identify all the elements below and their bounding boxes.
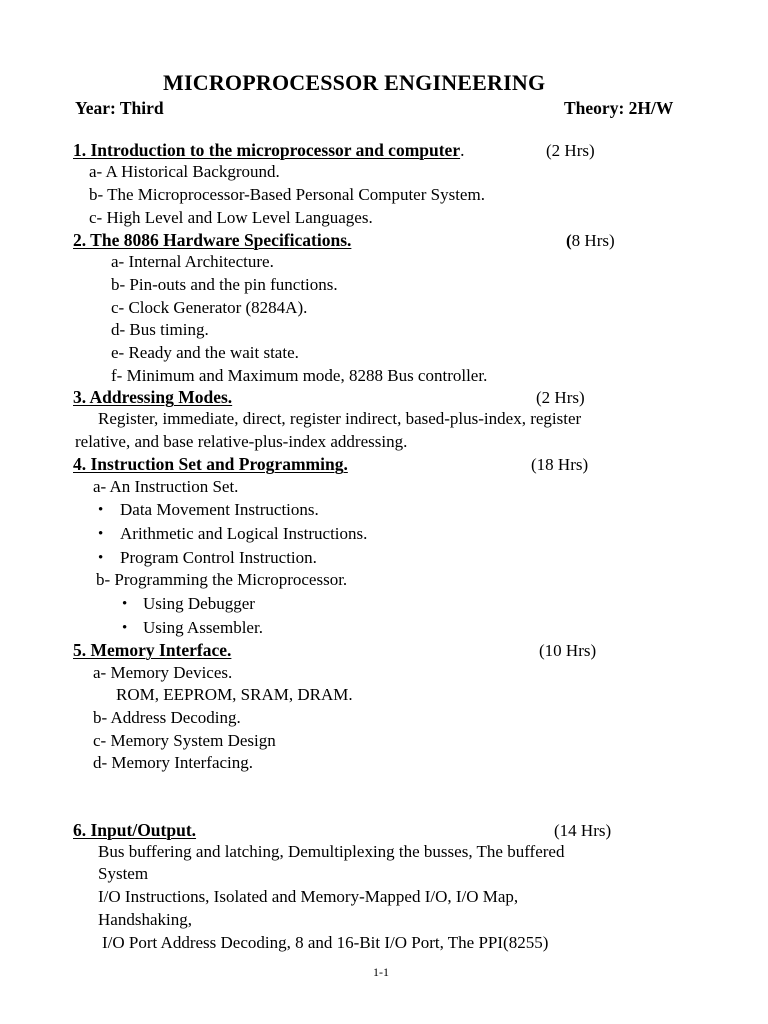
section-4-heading: 4. Instruction Set and Programming.: [73, 454, 348, 474]
page-title: MICROPROCESSOR ENGINEERING: [163, 70, 546, 95]
section-5-item-c: c- Memory System Design: [93, 731, 276, 750]
section-3-text-line-2: relative, and base relative-plus-index addressing.: [75, 432, 408, 451]
section-2-hours: [566, 231, 615, 251]
section-2-item-c: c- Clock Generator (8284A).: [111, 298, 308, 317]
section-1-hours: (2 Hrs): [546, 141, 595, 160]
theory-label: Theory: 2H/W: [564, 98, 674, 118]
page-number: 1-1: [373, 965, 389, 979]
section-4-bullet-a-3: Program Control Instruction.: [120, 548, 317, 567]
year-label: Year: Third: [75, 98, 164, 118]
bullet-icon: •: [98, 550, 104, 566]
bullet-icon: •: [98, 502, 104, 518]
section-2-item-e: e- Ready and the wait state.: [111, 343, 299, 362]
section-1-heading-suffix: .: [460, 140, 465, 160]
section-5-item-b: b- Address Decoding.: [93, 708, 241, 727]
section-1-heading-line: [73, 140, 464, 160]
section-6-text-line-4: Handshaking,: [98, 910, 192, 929]
section-2-item-f: f- Minimum and Maximum mode, 8288 Bus controller.: [111, 366, 488, 385]
bullet-icon: •: [122, 620, 128, 636]
section-1-item-b: b- The Microprocessor-Based Personal Computer System.: [89, 185, 485, 204]
section-3-hours: (2 Hrs): [536, 388, 585, 407]
section-6-hours: (14 Hrs): [554, 821, 612, 840]
section-5-item-a: a- Memory Devices.: [93, 663, 233, 682]
section-2-hours-open: (: [566, 231, 572, 250]
section-5-item-d: d- Memory Interfacing.: [93, 753, 254, 772]
section-3-text-line-1: Register, immediate, direct, register indirect, based-plus-index, register: [98, 409, 582, 428]
section-4-item-a: a- An Instruction Set.: [93, 477, 239, 496]
section-2-hours-value: 8 Hrs): [571, 231, 615, 250]
section-4-item-b: b- Programming the Microprocessor.: [96, 570, 348, 589]
section-6-text-line-1: Bus buffering and latching, Demultiplexing the busses, The buffered: [98, 842, 565, 861]
section-4-bullet-b-1: Using Debugger: [143, 594, 255, 613]
section-3-heading: 3. Addressing Modes.: [73, 387, 233, 407]
bullet-icon: •: [122, 596, 128, 612]
section-6-text-line-2: System: [98, 864, 149, 883]
section-2-heading: 2. The 8086 Hardware Specifications.: [73, 230, 352, 250]
section-2-item-b: b- Pin-outs and the pin functions.: [111, 275, 338, 294]
section-5-item-a-detail: ROM, EEPROM, SRAM, DRAM.: [116, 685, 353, 704]
section-4-bullet-a-2: Arithmetic and Logical Instructions.: [120, 524, 368, 543]
section-1-item-a: a- A Historical Background.: [89, 162, 280, 181]
section-2-item-a: a- Internal Architecture.: [111, 252, 274, 271]
section-1-item-c: c- High Level and Low Level Languages.: [89, 208, 373, 227]
section-6-heading: 6. Input/Output.: [73, 820, 197, 840]
section-4-bullet-b-2: Using Assembler.: [143, 618, 263, 637]
section-1-heading: 1. Introduction to the microprocessor and computer: [73, 140, 461, 160]
section-4-bullet-a-1: Data Movement Instructions.: [120, 500, 319, 519]
section-5-hours: (10 Hrs): [539, 641, 597, 660]
bullet-icon: •: [98, 526, 104, 542]
section-2-item-d: d- Bus timing.: [111, 320, 209, 339]
section-4-hours: (18 Hrs): [531, 455, 589, 474]
section-5-heading: 5. Memory Interface.: [73, 640, 232, 660]
section-6-text-line-3: I/O Instructions, Isolated and Memory-Mapped I/O, I/O Map,: [98, 887, 519, 906]
section-6-text-line-5: I/O Port Address Decoding, 8 and 16-Bit I/O Port, The PPI(8255): [102, 933, 549, 952]
